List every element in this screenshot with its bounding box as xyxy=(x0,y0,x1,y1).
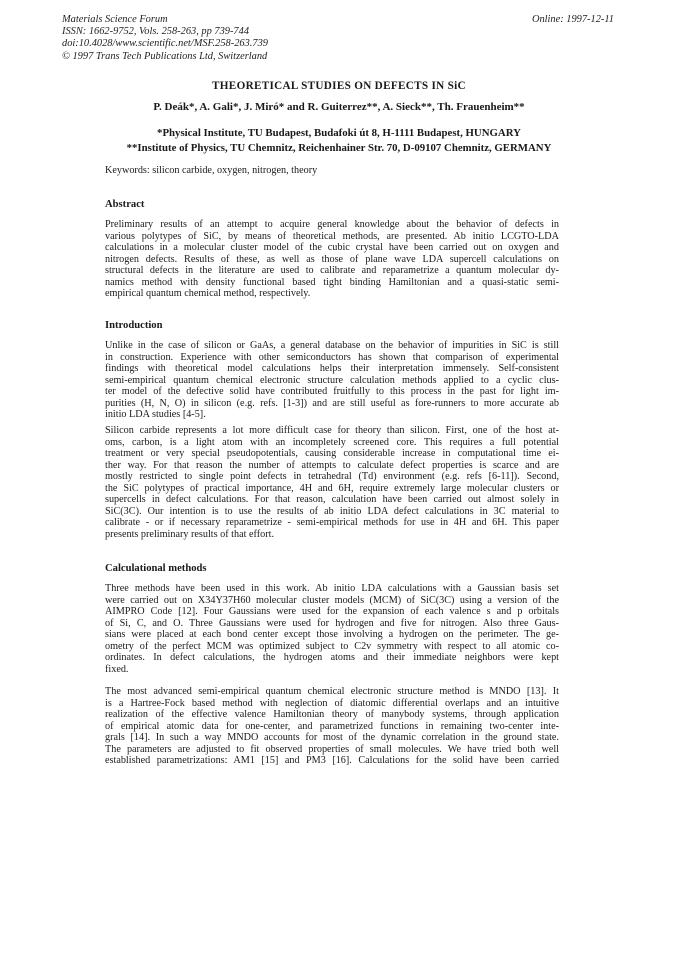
text-line: purities (H, N, O) in silicon (e.g. refs. [1-3]) and are still useful as fore-runners to more accurate ab xyxy=(105,397,559,409)
text-line: namics method with density functional based tight binding Hamiltonian and a quasi-static semi- xyxy=(105,276,559,288)
text-line: SiC(3C). Our intention is to use the results of ab initio LDA defect calculations in 3C material to xyxy=(105,505,559,517)
text-line: ometry of the perfect MCM was optimized subject to C2v symmetry with respect to all atomic co- xyxy=(105,640,559,652)
doi-line[interactable]: doi:10.4028/www.scientific.net/MSF.258-263.739 xyxy=(62,38,268,50)
text-line: in construction. Experience with other semiconductors has shown that comparison of experimental xyxy=(105,351,559,363)
text-line: oms, carbon, is a light atom with an incompletely screened core. This requires a full potential xyxy=(105,436,559,448)
author-list: P. Deák*, A. Gali*, J. Miró* and R. Guiterrez**, A. Sieck**, Th. Frauenheim** xyxy=(153,101,525,113)
text-line: calculations in a molecular cluster model of the cubic crystal have been carried out on oxygen and xyxy=(105,242,559,254)
introduction-paragraph-2 xyxy=(105,425,559,540)
methods-heading: Calculational methods xyxy=(105,563,207,574)
text-line: structural defects in the literature are used to calibrate and reparametrize a quantum molecular dy- xyxy=(105,265,559,277)
text-line: Unlike in the case of silicon or GaAs, a general database on the behavior of impurities in SiC is still xyxy=(105,340,559,351)
text-line: were carried out on X34Y37H60 molecular cluster models (MCM) of SiC(3C) using a version of the xyxy=(105,594,559,606)
text-line: initio LDA studies [4-5]. xyxy=(105,409,206,421)
introduction-paragraph-1 xyxy=(105,340,559,421)
text-line: Preliminary results of an attempt to acquire general knowledge about the behavior of defects in xyxy=(105,219,559,230)
text-line: is a Hartree-Fock based method with neglection of diatomic differential overlaps and an intuitive xyxy=(105,697,559,709)
text-line: supercells in defect calculations. For that reason, calculation have been carried out almost solely in xyxy=(105,494,559,506)
text-line: realization of the effective valence Hamiltonian theory of manybody systems, through application xyxy=(105,709,559,721)
text-line: findings with theoretical model calculations helps their interpretation immensely. Self-consistent xyxy=(105,363,559,375)
copyright-line: © 1997 Trans Tech Publications Ltd, Switzerland xyxy=(62,50,268,62)
text-line: AIMPRO Code [12]. Four Gaussians were used for the expansion of each valence s and p orbitals xyxy=(105,606,559,618)
online-date: Online: 1997-12-11 xyxy=(531,14,614,25)
text-line: The parameters are adjusted to fit observed properties of small molecules. We have tried both well xyxy=(105,743,559,755)
text-line: The most advanced semi-empirical quantum chemical electronic structure method is MNDO [13]. It xyxy=(105,686,559,697)
text-line: of Si, C, and O. Three Gaussians were used for hydrogen and five for nitrogen. Also three Gaus- xyxy=(105,617,559,629)
abstract-paragraph xyxy=(105,219,559,300)
methods-paragraph-2 xyxy=(105,686,559,767)
journal-header xyxy=(62,14,268,63)
issn-line: ISSN: 1662-9752, Vols. 258-263, pp 739-744 xyxy=(62,26,250,38)
text-line: grals [14]. In such a way MNDO accounts for most of the dynamic correlation in the ground state. xyxy=(105,732,559,744)
methods-paragraph-1 xyxy=(105,583,559,675)
text-line: fixed. xyxy=(105,663,129,675)
affiliation-budapest: *Physical Institute, TU Budapest, Budafoki út 8, H-1111 Budapest, HUNGARY xyxy=(157,127,521,139)
text-line: ther way. For that reason the number of attempts to calculate defect properties is scarce and are xyxy=(105,459,559,471)
text-line: mostly restricted to single point defects in tetrahedral (Td) environment (e.g. refs [6-11]). Second, xyxy=(105,471,559,483)
text-line: sians were placed at each bond center except those involving a hydrogen on the perimeter. The ge- xyxy=(105,629,559,641)
abstract-heading: Abstract xyxy=(105,199,145,210)
text-line: ordinates. In defect calculations, the hydrogen atoms and their immediate neighbors were kept xyxy=(105,652,559,664)
text-line: Three methods have been used in this work. Ab initio LDA calculations with a Gaussian basis set xyxy=(105,583,559,594)
keywords: Keywords: silicon carbide, oxygen, nitrogen, theory xyxy=(105,165,318,176)
text-line: empirical quantum chemical method, respectively. xyxy=(105,288,311,300)
text-line: established parametrizations: AM1 [15] and PM3 [16]. Calculations for the solid have been carried xyxy=(105,755,559,767)
journal-name: Materials Science Forum xyxy=(62,14,168,25)
introduction-heading: Introduction xyxy=(105,320,163,331)
text-line: calibrate - or if necessary reparametrize - semi-empirical methods for use in 4H and 6H. This paper xyxy=(105,517,559,529)
paper-title: THEORETICAL STUDIES ON DEFECTS IN SiC xyxy=(212,80,466,92)
text-line: semi-empirical quantum chemical electronic structure calculation methods applied to a cyclic clus- xyxy=(105,374,559,386)
text-line: Silicon carbide represents a lot more difficult case for theory than silicon. First, one of the host at- xyxy=(105,425,559,436)
text-line: various polytypes of SiC, by means of theoretical methods, are presented. Ab initio LCGTO-LDA xyxy=(105,230,559,242)
text-line: ter model of the defective solid have contributed fruitfully to this process in the past for light im- xyxy=(105,386,559,398)
text-line: treatment or very special pseudopotentials, causing considerable increase in computational time ei- xyxy=(105,448,559,460)
text-line: presents preliminary results of that effort. xyxy=(105,528,274,540)
affiliation-chemnitz: **Institute of Physics, TU Chemnitz, Reichenhainer Str. 70, D-09107 Chemnitz, GERMANY xyxy=(126,142,552,154)
text-line: the SiC polytypes of practical importance, 4H and 6H, require extremely large molecular clusters or xyxy=(105,482,559,494)
text-line: nitrogen defects. Results of these, as well as those of plane wave LDA supercell calculations on xyxy=(105,253,559,265)
text-line: of empirical atomic data for one-center, and parametrized functions in remaining two-center inte- xyxy=(105,720,559,732)
